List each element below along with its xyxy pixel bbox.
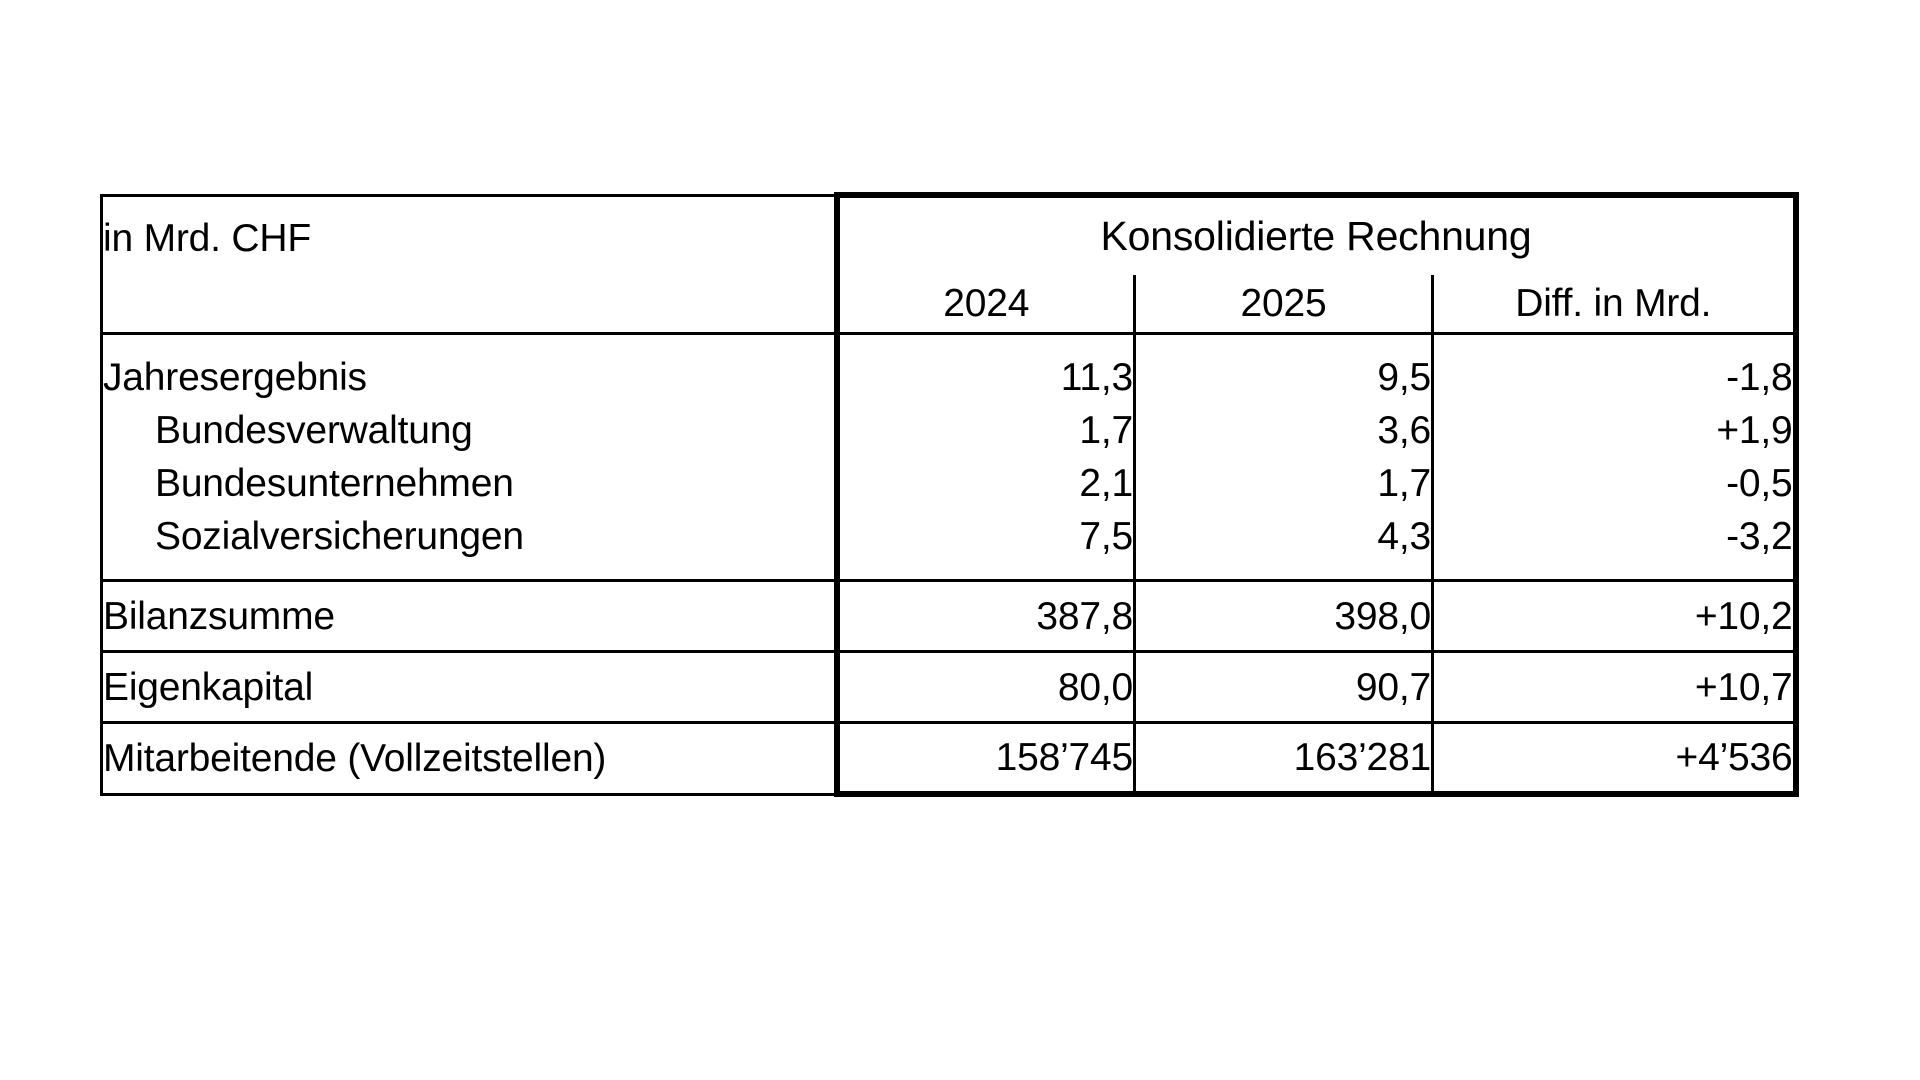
group-header-label: Konsolidierte Rechnung xyxy=(1100,213,1532,260)
row-label-bilanzsumme: Bilanzsumme xyxy=(102,581,837,652)
cell-eigenkapital-diff: +10,7 xyxy=(1433,652,1796,723)
column-header-2025 xyxy=(1135,275,1433,334)
group-label-cell xyxy=(102,334,837,581)
cell-bilanzsumme-2024: 387,8 xyxy=(837,581,1135,652)
cell-bundesunternehmen-2025: 1,7 xyxy=(1377,462,1431,506)
cell-jahresergebnis-2025: 9,5 xyxy=(1377,356,1431,400)
cell-sozialversicherungen-diff: -3,2 xyxy=(1726,515,1793,559)
row-label-sozialversicherungen: Sozialversicherungen xyxy=(155,515,524,559)
group-values-diff-list xyxy=(1434,351,1793,563)
cell-jahresergebnis-diff: -1,8 xyxy=(1726,356,1793,400)
column-header-2024 xyxy=(837,275,1135,334)
group-values-2024 xyxy=(837,334,1135,581)
table-row xyxy=(102,652,1796,723)
cell-bilanzsumme-diff: +10,2 xyxy=(1433,581,1796,652)
row-label-eigenkapital: Eigenkapital xyxy=(102,652,837,723)
row-label-mitarbeitende: Mitarbeitende (Vollzeitstellen) xyxy=(102,723,837,794)
group-values-diff xyxy=(1433,334,1796,581)
table-row-group-jahresergebnis xyxy=(102,334,1796,581)
cell-sozialversicherungen-2024: 7,5 xyxy=(1079,515,1133,559)
table-row xyxy=(102,723,1796,794)
cell-sozialversicherungen-2025: 4,3 xyxy=(1377,515,1431,559)
cell-jahresergebnis-2024: 11,3 xyxy=(1060,356,1133,400)
financial-table xyxy=(100,192,1799,797)
row-label-bundesunternehmen: Bundesunternehmen xyxy=(155,462,514,506)
unit-label: in Mrd. CHF xyxy=(103,216,311,260)
cell-bilanzsumme-2025: 398,0 xyxy=(1135,581,1433,652)
cell-bundesverwaltung-2024: 1,7 xyxy=(1079,409,1133,453)
cell-mitarbeitende-2025: 163’281 xyxy=(1135,723,1433,794)
row-label-bundesverwaltung: Bundesverwaltung xyxy=(155,409,473,453)
column-header-2024-label: 2024 xyxy=(943,281,1030,325)
financial-table-container xyxy=(100,192,1794,797)
group-header-cell xyxy=(837,195,1796,275)
column-header-2025-label: 2025 xyxy=(1240,281,1327,325)
group-label-list xyxy=(103,351,834,563)
cell-bundesunternehmen-2024: 2,1 xyxy=(1079,462,1133,506)
group-values-2025-list xyxy=(1136,351,1431,563)
row-label-jahresergebnis: Jahresergebnis xyxy=(103,356,367,400)
table-header-row-title xyxy=(102,195,1796,275)
group-values-2024-list xyxy=(840,351,1134,563)
cell-eigenkapital-2025: 90,7 xyxy=(1135,652,1433,723)
group-values-2025 xyxy=(1135,334,1433,581)
column-header-diff-label: Diff. in Mrd. xyxy=(1515,281,1712,325)
cell-bundesverwaltung-2025: 3,6 xyxy=(1377,409,1431,453)
table-row xyxy=(102,581,1796,652)
column-header-diff xyxy=(1433,275,1796,334)
cell-mitarbeitende-diff: +4’536 xyxy=(1433,723,1796,794)
cell-mitarbeitende-2024: 158’745 xyxy=(837,723,1135,794)
cell-bundesunternehmen-diff: -0,5 xyxy=(1726,462,1793,506)
cell-bundesverwaltung-diff: +1,9 xyxy=(1716,409,1793,453)
cell-eigenkapital-2024: 80,0 xyxy=(837,652,1135,723)
unit-label-cell xyxy=(102,195,837,334)
